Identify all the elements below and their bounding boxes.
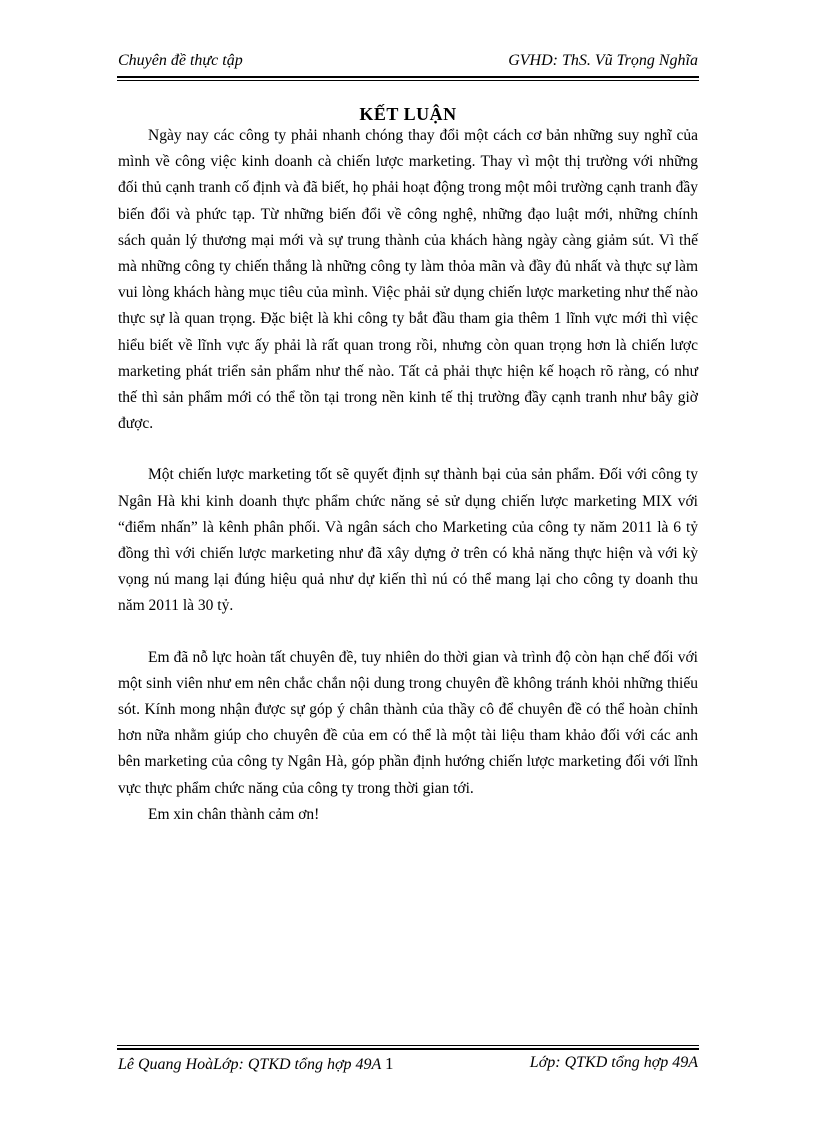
- page-footer: [118, 1054, 698, 1078]
- footer-class: Lớp: QTKD tổng hợp 49A: [529, 1054, 698, 1071]
- paragraph-1: Ngày nay các công ty phải nhanh chóng thay đổi một cách cơ bản những suy nghĩ của mình về công việc kinh doanh cà chiến lược marketing. Thay vì một thị trường với những đối thủ cạnh tranh cố định và đã biết, họ phải hoạt động trong một môi trường cạnh tranh đầy biến đổi và phức tạp. Từ những biến đổi về công nghệ, những đạo luật mới, những chính sách quản lý thương mại mới và sự trung thành của khách hàng ngày càng giảm sút. Vì thế mà những công ty chiến thắng là những công ty làm thỏa mãn và đầy đủ nhất và thực sự làm vui lòng khách hàng mục tiêu của mình. Việc phải sử dụng chiến lược marketing như thế nào thực sự là quan trọng. Đặc biệt là khi công ty bắt đầu tham gia thêm 1 lĩnh vực mới thì việc hiểu biết về lĩnh vực ấy phải là rất quan trong rồi, nhưng còn quan trọng hơn là chiến lược marketing phát triển sản phẩm như thế nào. Tất cả phải thực hiện kế hoạch rõ ràng, có như thế thì sản phẩm mới có thể tồn tại trong nền kinh tế thị trường đầy cạnh tranh như bây giờ được.: [118, 127, 698, 433]
- header-document-type: Chuyên đề thực tập: [118, 52, 243, 69]
- header-supervisor: GVHD: ThS. Vũ Trọng Nghĩa: [508, 52, 698, 69]
- document-body: [118, 123, 698, 828]
- page-title: KẾT LUẬN: [359, 104, 457, 124]
- page-number: 1: [385, 1054, 394, 1073]
- header-rule-thin: [117, 80, 699, 81]
- footer-author-text: Lê Quang HoàLớp: QTKD tổng hợp 49A: [118, 1056, 382, 1073]
- footer-author: [118, 1054, 394, 1074]
- footer-rule-thick: [117, 1048, 699, 1050]
- paragraph-4: Em xin chân thành cảm ơn!: [148, 805, 320, 823]
- paragraph-2: Một chiến lược marketing tốt sẽ quyết định sự thành bại của sản phẩm. Đối với công ty Ngân Hà khi kinh doanh thực phẩm chức năng sẻ sử dụng chiến lược marketing MIX với “điểm nhấn” là kênh phân phối. Và ngân sách cho Marketing của công ty năm 2011 là 6 tỷ đồng thì với chiến lược marketing như đã xây dựng ở trên có khả năng thực hiện và với kỳ vọng nú mang lại đúng hiệu quả như dự kiến thì nú có thể mang lại cho công ty doanh thu năm 2011 là 30 tỷ.: [118, 466, 698, 615]
- page-header: [118, 52, 698, 74]
- header-rule-thick: [117, 76, 699, 78]
- paragraph-3: Em đã nỗ lực hoàn tất chuyên đề, tuy nhiên do thời gian và trình độ còn hạn chế đối với một sinh viên như em nên chắc chắn nội dung trong chuyên đề không tránh khỏi những thiếu sót. Kính mong nhận được sự góp ý chân thành của thầy cô để chuyên đề có thể hoàn chỉnh hơn nữa nhằm giúp cho chuyên đề của em có thể là một tài liệu tham khảo đối với các anh bên marketing của công ty Ngân Hà, góp phần định hướng chiến lược marketing đối với lĩnh vực thực phẩm chức năng của công ty trong thời gian tới.: [118, 648, 698, 797]
- footer-rule-thin: [117, 1045, 699, 1046]
